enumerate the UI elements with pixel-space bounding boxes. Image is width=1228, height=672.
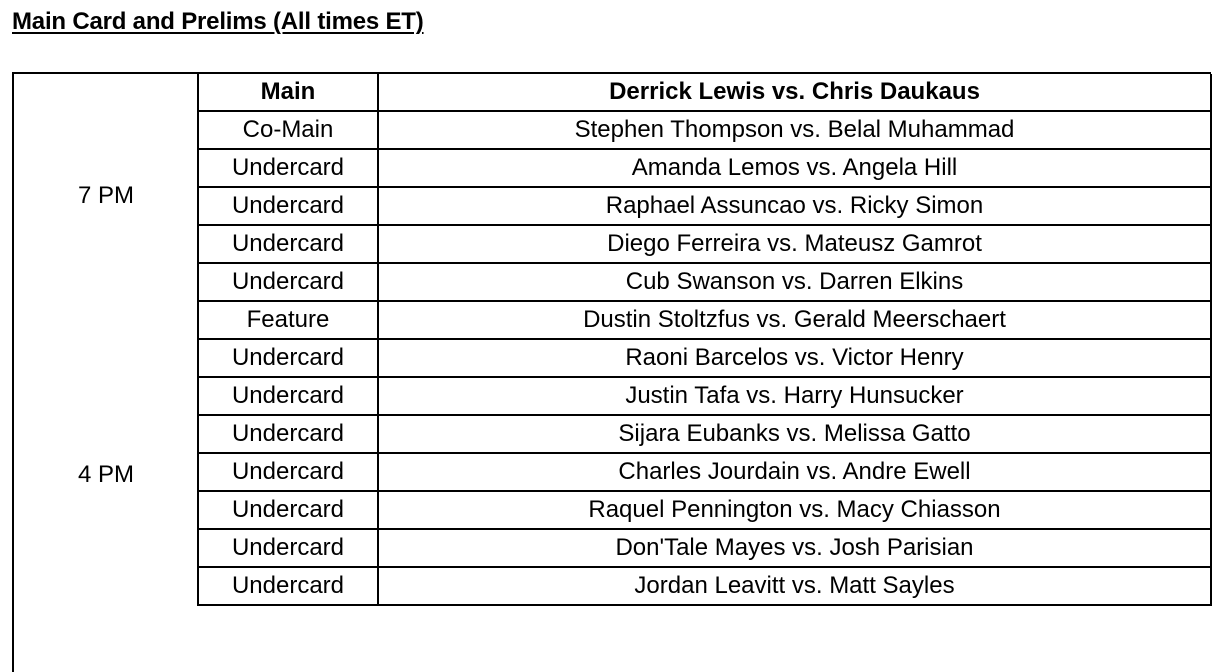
- bout-type-cell: Undercard: [198, 377, 378, 415]
- bout-cell: Jordan Leavitt vs. Matt Sayles: [378, 567, 1211, 605]
- table-row: [198, 111, 1211, 149]
- bout-type-cell: Undercard: [198, 453, 378, 491]
- bout-cell: Derrick Lewis vs. Chris Daukaus: [378, 74, 1211, 111]
- bout-cell: Justin Tafa vs. Harry Hunsucker: [378, 377, 1211, 415]
- bout-type-cell: Undercard: [198, 415, 378, 453]
- table-row: [198, 301, 1211, 339]
- bout-type-cell: Co-Main: [198, 111, 378, 149]
- bout-cell: Sijara Eubanks vs. Melissa Gatto: [378, 415, 1211, 453]
- bout-cell: Stephen Thompson vs. Belal Muhammad: [378, 111, 1211, 149]
- bout-cell: Dustin Stoltzfus vs. Gerald Meerschaert: [378, 301, 1211, 339]
- bout-cell: Raoni Barcelos vs. Victor Henry: [378, 339, 1211, 377]
- time-label-prelims: 4 PM: [77, 461, 134, 488]
- bout-cell: Charles Jourdain vs. Andre Ewell: [378, 453, 1211, 491]
- bout-type-cell: Undercard: [198, 567, 378, 605]
- bout-type-cell: Undercard: [198, 225, 378, 263]
- bout-cell: Don'Tale Mayes vs. Josh Parisian: [378, 529, 1211, 567]
- table-row: [198, 225, 1211, 263]
- bout-cell: Diego Ferreira vs. Mateusz Gamrot: [378, 225, 1211, 263]
- bout-cell: Raphael Assuncao vs. Ricky Simon: [378, 187, 1211, 225]
- table-row: [198, 339, 1211, 377]
- bout-type-cell: Undercard: [198, 149, 378, 187]
- table-row: [198, 491, 1211, 529]
- page-title: Main Card and Prelims (All times ET): [12, 8, 424, 35]
- table-row: [198, 187, 1211, 225]
- bout-type-cell: Main: [198, 74, 378, 111]
- bout-type-cell: Undercard: [198, 529, 378, 567]
- table-row: [198, 453, 1211, 491]
- fight-card-table: [197, 74, 1212, 606]
- table-row: [198, 377, 1211, 415]
- bout-type-cell: Undercard: [198, 491, 378, 529]
- table-row: [198, 415, 1211, 453]
- table-row: [198, 567, 1211, 605]
- table-row: [198, 149, 1211, 187]
- bout-type-cell: Undercard: [198, 339, 378, 377]
- table-row: [198, 263, 1211, 301]
- bout-type-cell: Undercard: [198, 187, 378, 225]
- time-label-main-card: 7 PM: [77, 182, 134, 209]
- bout-cell: Cub Swanson vs. Darren Elkins: [378, 263, 1211, 301]
- bout-cell: Raquel Pennington vs. Macy Chiasson: [378, 491, 1211, 529]
- table-row-main: [198, 74, 1211, 111]
- bout-type-cell: Undercard: [198, 263, 378, 301]
- table-row: [198, 529, 1211, 567]
- bout-type-cell: Feature: [198, 301, 378, 339]
- bout-cell: Amanda Lemos vs. Angela Hill: [378, 149, 1211, 187]
